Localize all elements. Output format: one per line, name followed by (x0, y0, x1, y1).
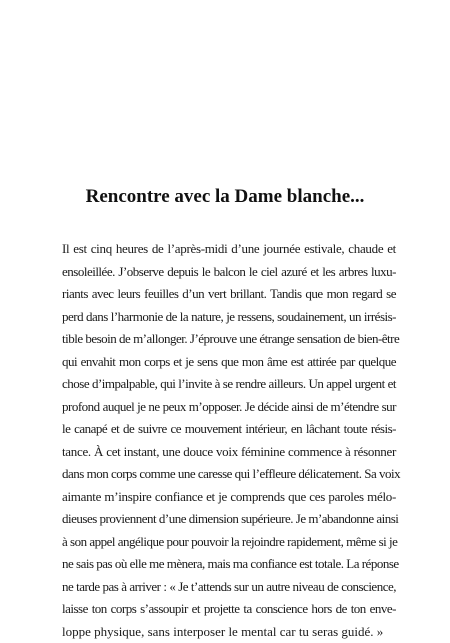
text-line: ne sais pas où elle me mènera, mais ma confiance est totale. La réponse (62, 553, 396, 576)
body-paragraph (62, 238, 396, 643)
text-line: qui envahit mon corps et je sens que mon âme est attirée par quelque (62, 351, 396, 374)
text-line: riants avec leurs feuilles d’un vert brillant. Tandis que mon regard se (62, 283, 396, 306)
text-line: Il est cinq heures de l’après-midi d’une journée estivale, chaude et (62, 238, 396, 261)
text-line: dans mon corps comme une caresse qui l’effleure délicatement. Sa voix (62, 463, 396, 486)
text-line: laisse ton corps s’assoupir et projette ta conscience hors de ton enve- (62, 598, 396, 621)
text-line: le canapé et de suivre ce mouvement intérieur, en lâchant toute résis- (62, 418, 396, 441)
text-line: perd dans l’harmonie de la nature, je ressens, soudainement, un irrésis- (62, 306, 396, 329)
text-line: aimante m’inspire confiance et je comprends que ces paroles mélo- (62, 486, 396, 509)
text-line: profond auquel je ne peux m’opposer. Je décide ainsi de m’étendre sur (62, 396, 396, 419)
text-line: loppe physique, sans interposer le mental car tu seras guidé. » (62, 621, 396, 643)
text-line: tible besoin de m’allonger. J’éprouve une étrange sensation de bien-être (62, 328, 396, 351)
text-line: ne tarde pas à arriver : « Je t’attends sur un autre niveau de conscience, (62, 576, 396, 599)
text-line: dieuses proviennent d’une dimension supérieure. Je m’abandonne ainsi (62, 508, 396, 531)
text-line: à son appel angélique pour pouvoir la rejoindre rapidement, même si je (62, 531, 396, 554)
text-line: tance. À cet instant, une douce voix féminine commence à résonner (62, 441, 396, 464)
text-line: ensoleillée. J’observe depuis le balcon le ciel azuré et les arbres luxu- (62, 261, 396, 284)
text-line: chose d’impalpable, qui l’invite à se rendre ailleurs. Un appel urgent et (62, 373, 396, 396)
chapter-title: Rencontre avec la Dame blanche... (0, 184, 450, 210)
